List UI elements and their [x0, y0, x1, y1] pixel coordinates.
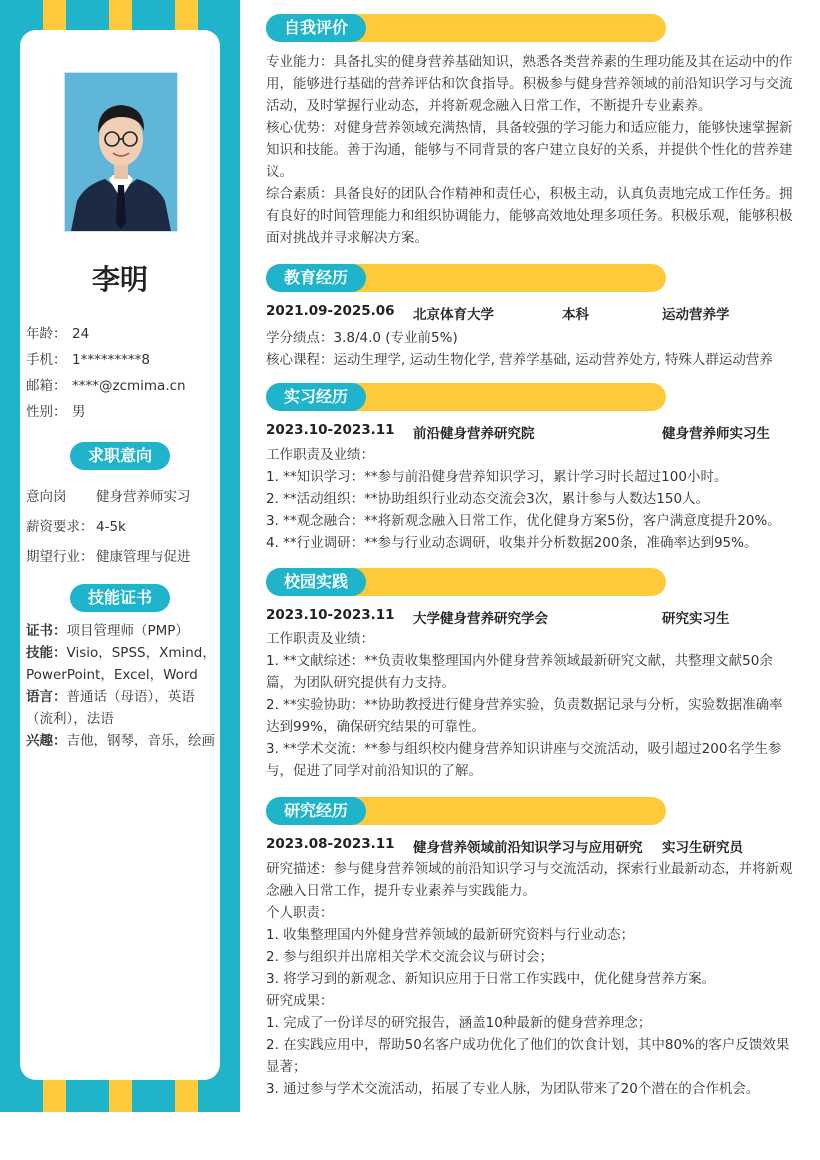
job-intent-heading: 求职意向: [70, 442, 170, 470]
campus-heading: 校园实践: [266, 568, 366, 596]
research-description: 研究描述：参与健身营养领域的前沿知识学习与交流活动，探索行业最新动态，并将新观念融入日常工作，提升专业素养与实践能力。: [266, 861, 793, 899]
language-row: 语言：普通话（母语），英语（流利），法语: [26, 689, 195, 727]
self-eval-body: [266, 51, 796, 249]
self-eval-paragraph: 专业能力：具备扎实的健身营养基础知识，熟悉各类营养素的生理功能及其在运动中的作用，能够进行基础的营养评估和饮食指导。积极参与健身营养领域的前沿知识学习与交流活动，及时掌握行业动态，并将新观念融入日常工作，不断提升专业素养。: [266, 54, 793, 114]
internship-header-bar: [266, 383, 666, 411]
list-item: 2. **实验协助：**协助教授进行健身营养实验，负责数据记录与分析，实验数据准确率达到99%，确保研究结果的可靠性。: [266, 697, 783, 735]
education-courses: 核心课程：运动生理学, 运动生物化学, 营养学基础, 运动营养处方, 特殊人群运动营养: [266, 352, 773, 368]
profile-photo: [64, 72, 178, 232]
campus-org: 大学健身营养研究学会: [413, 611, 548, 627]
avatar-icon: [65, 73, 177, 231]
education-period: 2021.09-2025.06: [266, 303, 395, 319]
list-item: 3. **观念融合：**将新观念融入日常工作，优化健身方案5份，客户满意度提升20%。: [266, 513, 781, 529]
email-value: ****@zcmima.cn: [72, 378, 186, 394]
email-row: 邮箱： ****@zcmima.cn: [26, 378, 186, 394]
list-item: 1. **知识学习：**参与前沿健身营养知识学习，累计学习时长超过100小时。: [266, 469, 728, 485]
self-eval-header-bar: [266, 14, 666, 42]
list-item: 3. **学术交流：**参与组织校内健身营养知识讲座与交流活动，吸引超过200名学生参与，促进了同学对前沿知识的了解。: [266, 741, 782, 779]
gender-row: 性别： 男: [26, 404, 86, 420]
education-heading: 教育经历: [266, 264, 366, 292]
campus-body: [266, 628, 796, 782]
result-title: 研究成果：: [266, 993, 334, 1009]
skills-list: [26, 620, 216, 752]
duty-title: 个人职责：: [266, 905, 334, 921]
research-period: 2023.08-2023.11: [266, 836, 395, 852]
age-value: 24: [72, 326, 90, 342]
duty-title: 工作职责及业绩：: [266, 447, 374, 463]
education-major: 运动营养学: [662, 307, 730, 323]
list-item: 1. 完成了一份详尽的研究报告，涵盖10种最新的健身营养理念；: [266, 1015, 652, 1031]
research-body: [266, 858, 796, 1100]
list-item: 1. **文献综述：**负责收集整理国内外健身营养领域最新研究文献，共整理文献50余篇，为团队研究提供有力支持。: [266, 653, 773, 691]
education-header-bar: [266, 264, 666, 292]
self-eval-paragraph: 核心优势：对健身营养领域充满热情，具备较强的学习能力和适应能力，能够快速掌握新知识和技能。善于沟通，能够与不同背景的客户建立良好的关系，并提供个性化的营养建议。: [266, 120, 793, 180]
list-item: 4. **行业调研：**参与行业动态调研，收集并分析数据200条，准确率达到95%。: [266, 535, 758, 551]
research-project: 健身营养领域前沿知识学习与应用研究: [413, 840, 643, 856]
list-item: 2. 在实践应用中，帮助50名客户成功优化了他们的饮食计划，其中80%的客户反馈效果显著；: [266, 1037, 790, 1075]
research-heading: 研究经历: [266, 797, 366, 825]
internship-body: [266, 444, 796, 554]
education-school: 北京体育大学: [413, 307, 494, 323]
industry-row: 期望行业： 健康管理与促进: [26, 549, 191, 565]
internship-role: 健身营养师实习生: [662, 426, 770, 442]
certificate-row: 证书：项目管理师（PMP）: [26, 623, 189, 639]
list-item: 2. **活动组织：**协助组织行业动态交流会3次，累计参与人数达150人。: [266, 491, 710, 507]
education-degree: 本科: [562, 307, 589, 323]
list-item: 3. 将学习到的新观念、新知识应用于日常工作实践中，优化健身营养方案。: [266, 971, 716, 987]
phone-value: 1*********8: [72, 352, 150, 368]
campus-period: 2023.10-2023.11: [266, 607, 395, 623]
self-eval-paragraph: 综合素质：具备良好的团队合作精神和责任心，积极主动，认真负责地完成工作任务。拥有良好的时间管理能力和组织协调能力，能够高效地处理多项任务。积极乐观，能够积极面对挑战并寻求解决方案。: [266, 186, 793, 246]
education-gpa: 学分绩点：3.8/4.0 (专业前5%): [266, 330, 458, 346]
tech-skill-row: 技能：Visio，SPSS，Xmind，PowerPoint，Excel，Word: [26, 645, 216, 683]
list-item: 2. 参与组织并出席相关学术交流会议与研讨会；: [266, 949, 554, 965]
campus-role: 研究实习生: [662, 611, 730, 627]
internship-org: 前沿健身营养研究院: [413, 426, 535, 442]
hobby-row: 兴趣：吉他，钢琴，音乐，绘画: [26, 733, 215, 749]
duty-title: 工作职责及业绩：: [266, 631, 374, 647]
phone-row: 手机： 1*********8: [26, 352, 150, 368]
research-role: 实习生研究员: [662, 840, 743, 856]
list-item: 3. 通过参与学术交流活动，拓展了专业人脉，为团队带来了20个潜在的合作机会。: [266, 1081, 760, 1097]
campus-header-bar: [266, 568, 666, 596]
internship-heading: 实习经历: [266, 383, 366, 411]
skills-heading: 技能证书: [70, 584, 170, 612]
age-row: 年龄： 24: [26, 326, 90, 342]
list-item: 1. 收集整理国内外健身营养领域的最新研究资料与行业动态；: [266, 927, 635, 943]
internship-period: 2023.10-2023.11: [266, 422, 395, 438]
salary-row: 薪资要求： 4-5k: [26, 519, 126, 535]
self-eval-heading: 自我评价: [266, 14, 366, 42]
gender-value: 男: [72, 404, 86, 420]
candidate-name: 李明: [91, 263, 148, 296]
research-header-bar: [266, 797, 666, 825]
intended-position-row: 意向岗 健身营养师实习: [26, 489, 191, 505]
